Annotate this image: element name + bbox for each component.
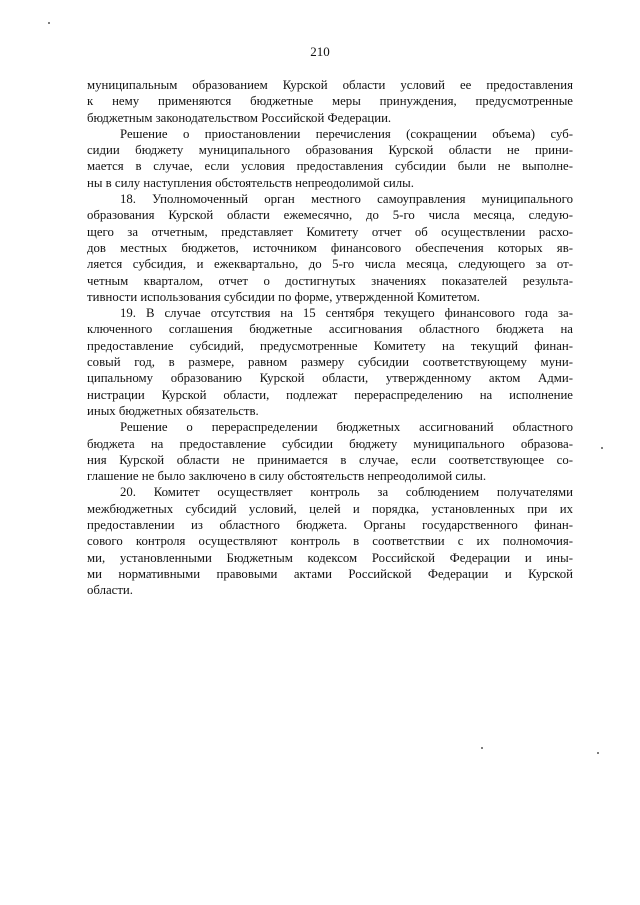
- text-line: муниципальным образованием Курской области условий ее предоставления: [87, 78, 573, 92]
- text-line: 20. Комитет осуществляет контроль за соблюдением получателями: [120, 485, 573, 500]
- text-line: 18. Уполномоченный орган местного самоуправления муниципального: [120, 192, 573, 207]
- page-number: 210: [310, 44, 330, 59]
- body-text: [87, 77, 573, 599]
- text-line: предоставление субсидий, предусмотренные Комитету на текущий финан-: [87, 338, 573, 353]
- paragraph-item-18: [87, 191, 573, 305]
- paragraph-item-20: [87, 484, 573, 598]
- text-line: глашение не было заключено в силу обстоятельств непреодолимой силы.: [87, 469, 487, 484]
- text-line: предоставлении из областного бюджета. Органы государственного финан-: [87, 518, 573, 533]
- text-line: бюджета на предоставление субсидии бюджету муниципального образова-: [87, 436, 573, 451]
- scan-speck: [48, 22, 50, 24]
- text-line: иных бюджетных обязательств.: [87, 403, 259, 418]
- scan-speck: [481, 747, 483, 749]
- text-line: Решение о перераспределении бюджетных ассигнований областного: [120, 420, 573, 435]
- paragraph: [87, 77, 573, 126]
- text-line: бюджетным законодательством Российской Федерации.: [87, 110, 392, 125]
- paragraph: [87, 126, 573, 191]
- text-line: сового контроля осуществляют контроль в соответствии с их полномочия-: [87, 534, 573, 549]
- text-line: ми, установленными Бюджетным кодексом Российской Федерации и ины-: [87, 550, 573, 565]
- text-line: ключенного соглашения бюджетные ассигнования областного бюджета на: [87, 322, 573, 337]
- text-line: ципальному образованию Курской области, утвержденному актом Адми-: [87, 371, 573, 386]
- text-line: ляется субсидия, и ежеквартально, до 5-го числа месяца, следующего за от-: [87, 257, 573, 272]
- text-line: Решение о приостановлении перечисления (сокращении объема) суб-: [120, 126, 573, 141]
- text-line: четным кварталом, отчет о достигнутых значениях показателей результа-: [87, 273, 573, 288]
- text-line: щего за отчетным, представляет Комитету отчет об осуществлении расхо-: [87, 224, 573, 239]
- text-line: совый год, в размере, равном размеру субсидии соответствующему муни-: [87, 355, 573, 370]
- text-line: тивности использования субсидии по форме, утвержденной Комитетом.: [87, 289, 480, 304]
- text-line: мается в случае, если условия предоставления субсидии были не выполне-: [87, 159, 573, 174]
- text-line: межбюджетных субсидий условий, целей и порядка, установленных при их: [87, 501, 573, 516]
- text-line: образования Курской области ежемесячно, до 5-го числа месяца, следую-: [87, 208, 573, 223]
- paragraph: [87, 419, 573, 484]
- text-line: дов местных бюджетов, источником финансового обеспечения которых яв-: [87, 240, 573, 255]
- text-line: нистрации Курской области, подлежат перераспределению на исполнение: [87, 387, 573, 402]
- paragraph-item-19: [87, 305, 573, 419]
- text-line: сидии бюджету муниципального образования Курской области не прини-: [87, 143, 573, 158]
- text-line: 19. В случае отсутствия на 15 сентября текущего финансового года за-: [120, 306, 573, 321]
- scan-speck: [601, 447, 603, 449]
- text-line: ны в силу наступления обстоятельств непреодолимой силы.: [87, 175, 414, 190]
- text-line: области.: [87, 583, 133, 598]
- scan-speck: [597, 752, 599, 754]
- text-line: ми нормативными правовыми актами Российской Федерации и Курской: [87, 566, 573, 581]
- text-line: к нему применяются бюджетные меры принуждения, предусмотренные: [87, 94, 573, 109]
- text-line: ния Курской области не принимается в случае, если соответствующее со-: [87, 452, 573, 467]
